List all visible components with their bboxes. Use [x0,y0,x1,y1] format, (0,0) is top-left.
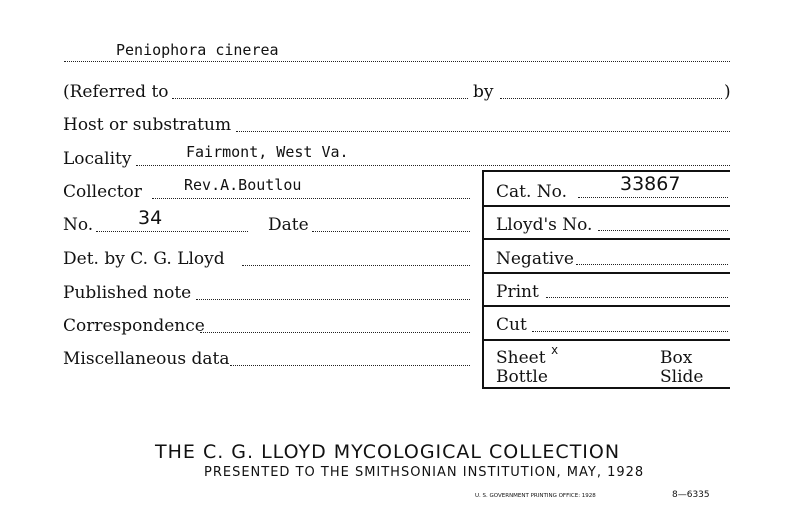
close-paren: ) [724,82,731,102]
lloyds-no-label: Lloyd's No. [496,215,593,235]
locality-value: Fairmont, West Va. [186,143,349,161]
sheet-label: Sheet [496,348,546,368]
box-bottom-rule [482,387,730,389]
date-line [312,231,470,232]
collector-label: Collector [63,182,142,202]
box-label: Box [660,348,693,368]
locality-line [136,165,730,166]
box-top-rule [482,170,730,172]
box-rule-1 [482,205,730,207]
correspondence-line [200,332,470,333]
box-rule-4 [482,305,730,307]
box-rule-3 [482,272,730,274]
cut-label: Cut [496,315,527,335]
referred-to-label: (Referred to [63,82,169,102]
no-value: 34 [138,207,163,229]
det-by-label: Det. by C. G. Lloyd [63,249,225,269]
lloyds-no-line [598,230,728,231]
host-label: Host or substratum [63,115,232,135]
referred-to-line [172,98,468,99]
form-number: 8—6335 [672,490,710,500]
locality-label: Locality [63,149,132,169]
no-line [96,231,248,232]
host-line [236,131,730,132]
cat-no-label: Cat. No. [496,182,567,202]
negative-label: Negative [496,249,574,269]
correspondence-label: Correspondence [63,316,205,336]
bottle-label: Bottle [496,367,548,387]
published-note-label: Published note [63,283,192,303]
negative-line [576,264,728,265]
by-line [500,98,722,99]
box-rule-5 [482,339,730,341]
print-line [546,297,728,298]
miscellaneous-data-label: Miscellaneous data [63,349,230,369]
collector-line [152,198,470,199]
box-rule-2 [482,238,730,240]
species-line [64,61,730,62]
cut-line [532,331,728,332]
by-label: by [473,82,494,102]
det-by-line [242,265,470,266]
collection-subtitle: PRESENTED TO THE SMITHSONIAN INSTITUTION, MAY, 1928 [204,465,645,480]
printer-imprint: U. S. GOVERNMENT PRINTING OFFICE: 1928 [475,493,596,499]
slide-label: Slide [660,367,704,387]
box-left-rule [482,170,484,388]
published-note-line [196,299,470,300]
collection-title: THE C. G. LLOYD MYCOLOGICAL COLLECTION [155,441,621,463]
cat-no-value: 33867 [620,173,681,195]
species-name: Peniophora cinerea [116,41,279,59]
sheet-mark: x [551,343,559,357]
collector-value: Rev.A.Boutlou [184,176,302,194]
no-label: No. [63,215,94,235]
print-label: Print [496,282,539,302]
cat-no-line [578,197,728,198]
date-label: Date [268,215,309,235]
miscellaneous-data-line [230,365,470,366]
